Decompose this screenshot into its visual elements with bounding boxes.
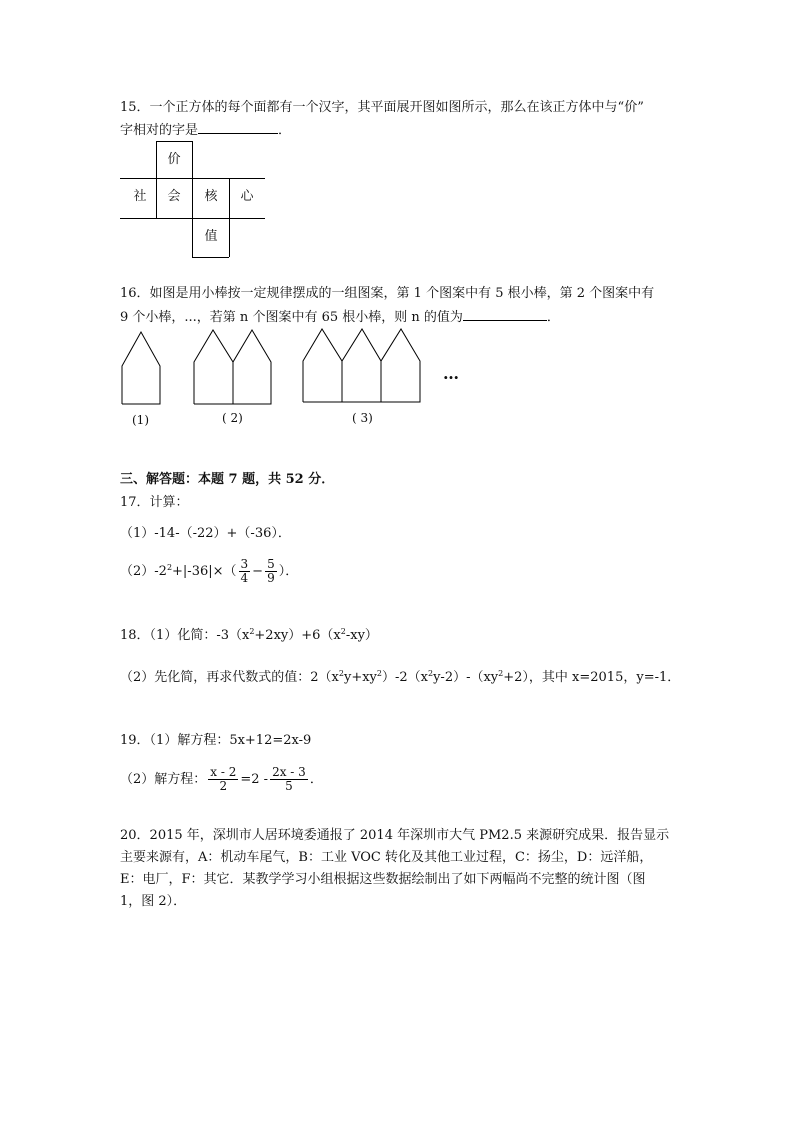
q15-line2-suffix: ． <box>278 123 292 138</box>
pattern-label-2: ( 2) <box>222 411 243 425</box>
pattern-label-3: ( 3) <box>352 411 373 425</box>
pattern-ellipsis: … <box>443 364 460 383</box>
net-cell-row-3: 核 <box>204 189 218 204</box>
q16-line2-suffix: ． <box>546 310 560 325</box>
q18-part1: 18．（1）化简：$-3(x^2+2xy)+6(x^2-xy)$ <box>120 627 378 643</box>
net-cell-row-2: 会 <box>167 189 181 204</box>
q20-line2: 主要来源有，A：机动车尾气，B：工业 VOC 转化及其他工业过程，C：扬尘，D：远洋船， <box>120 850 653 865</box>
net-cell-bottom: 值 <box>204 229 218 244</box>
q19-part2: （2）解方程： $\frac{x - 2}{2}$ =2 - $\frac{2x - 3}{5}$ ． <box>120 765 323 793</box>
q19-part1: 19．（1）解方程：5x+12=2x-9 <box>120 733 312 748</box>
q15-line1: 15．一个正方体的每个面都有一个汉字，其平面展开图如图所示，那么在该正方体中与“价” <box>120 100 644 115</box>
q15-line2-prefix: 字相对的字是 <box>120 123 199 138</box>
pattern-label-1: (1) <box>132 413 149 427</box>
q17-frac-1: $\frac{3}{4}$ <box>240 557 249 585</box>
q19-frac-1: $\frac{x - 2}{2}$ <box>210 765 237 793</box>
q17-title: 17．计算： <box>120 495 189 510</box>
q17-frac-2: $\frac{5}{9}$ <box>267 557 275 585</box>
q20-line3: E：电厂，F：其它．某教学学习小组根据这些数据绘制出了如下两幅尚不完整的统计图（图 <box>120 872 646 887</box>
section3-heading: 三、解答题：本题 7 题，共 52 分． <box>120 472 335 487</box>
net-cell-top: 价 <box>167 152 181 167</box>
q20-line4: 1，图 2）． <box>120 894 187 909</box>
q17-part1: （1）-14-（-22）+（-36）． <box>120 526 291 541</box>
q16-line1: 16．如图是用小棒按一定规律摆成的一组图案，第 1 个图案中有 5 根小棒，第 2 个图案中有 <box>120 286 655 301</box>
q16-line2-prefix: 9 个小棒，...，若第 n 个图案中有 65 根小棒，则 n 的值为 <box>120 310 463 325</box>
pattern-1-house <box>122 332 160 404</box>
pattern-3-houses <box>303 329 420 402</box>
q18-part2: （2）先化简，再求代数式的值：$2(x^2y+xy^2)-2(x^2y-2)-(xy^2+2)$，其中 x=2015，y=-1． <box>120 669 681 685</box>
net-cell-row-1: 社 <box>133 189 147 204</box>
q20-line1: 20．2015 年，深圳市人居环境委通报了 2014 年深圳市大气 PM2.5 来源研究成果．报告显示 <box>120 828 670 843</box>
q17-part2: $(2)-2^2+|-36|\times$（ $\frac{3}{4}$ − $\frac{5}{9}$ ）． <box>120 557 299 585</box>
net-cell-row-4: 心 <box>240 189 254 204</box>
q19-frac-2: $\frac{2x - 3}{5}$ <box>272 765 306 793</box>
